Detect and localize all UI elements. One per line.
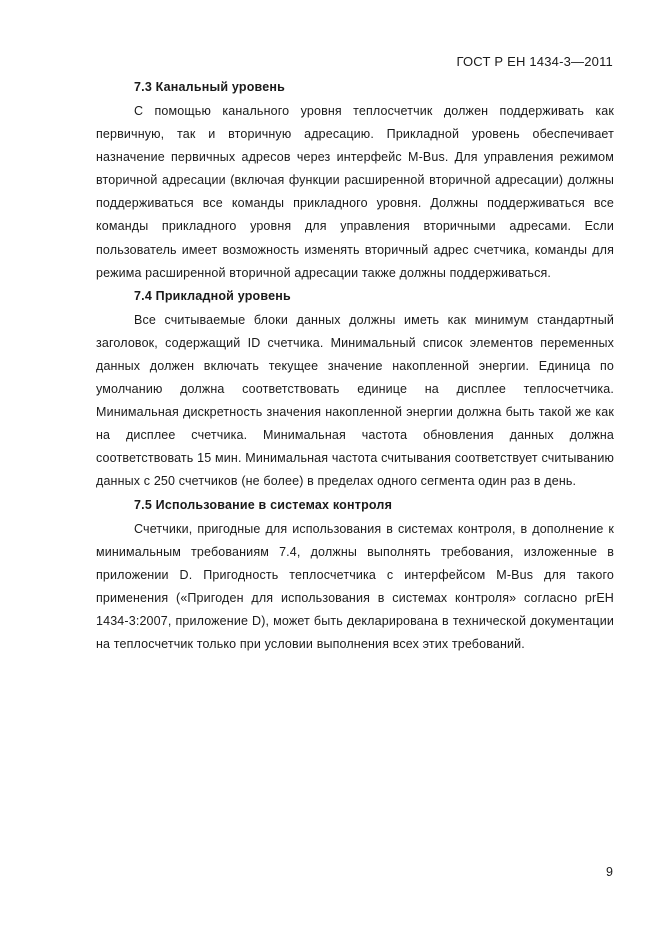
section-7-4 [96,287,614,494]
standard-code: ГОСТ Р ЕН 1434-3—2011 [456,54,613,69]
section-7-5 [96,496,614,657]
section-paragraph: Счетчики, пригодные для использования в системах контроля, в дополнение к минимальным требованиям 7.4, должны выполнять требования, изложенные в приложении D. Пригодность теплосчетчика с интерфейсом M-Bus для такого применения («Пригоден для использования в системах контроля» согласно prEH 1434-3:2007, приложение D), может быть декларирована в технической документации на теплосчетчик только при условии выполнения всех этих требований. [96,521,614,651]
section-7-3 [96,78,614,285]
section-heading: 7.5 Использование в системах контроля [134,497,393,512]
page-content [96,78,614,658]
section-paragraph: С помощью канального уровня теплосчетчик должен поддерживать как первичную, так и вторичную адресацию. Прикладной уровень обеспечивает назначение первичных адресов через интерфейс M-Bus. Для управления режимом вторичной адресации (включая функции расширенной вторичной адресации) должны поддерживаться все команды прикладного уровня. Должны поддерживаться все команды прикладного уровня для управления вторичными адресами. Если пользователь имеет возможность изменять вторичный адрес счетчика, команды для режима расширенной вторичной адресации также должны поддерживаться. [96,104,614,280]
section-heading: 7.3 Канальный уровень [134,80,286,94]
section-paragraph: Все считываемые блоки данных должны иметь как минимум стандартный заголовок, содержащий ID счетчика. Минимальный список элементов переменных данных должен включать текущее значение накопленной энергии. Единица по умолчанию должна соответствовать единице на дисплее теплосчетчика. Минимальная дискретность значения накопленной энергии должна быть такой же как на дисплее счетчика. Минимальная частота обновления данных должна соответствовать 15 мин. Минимальная частота считывания соответствует считыванию данных с 250 счетчиков (не более) в пределах одного сегмента один раз в день. [96,312,614,489]
page-number: 9 [606,865,613,879]
section-heading: 7.4 Прикладной уровень [134,288,291,303]
